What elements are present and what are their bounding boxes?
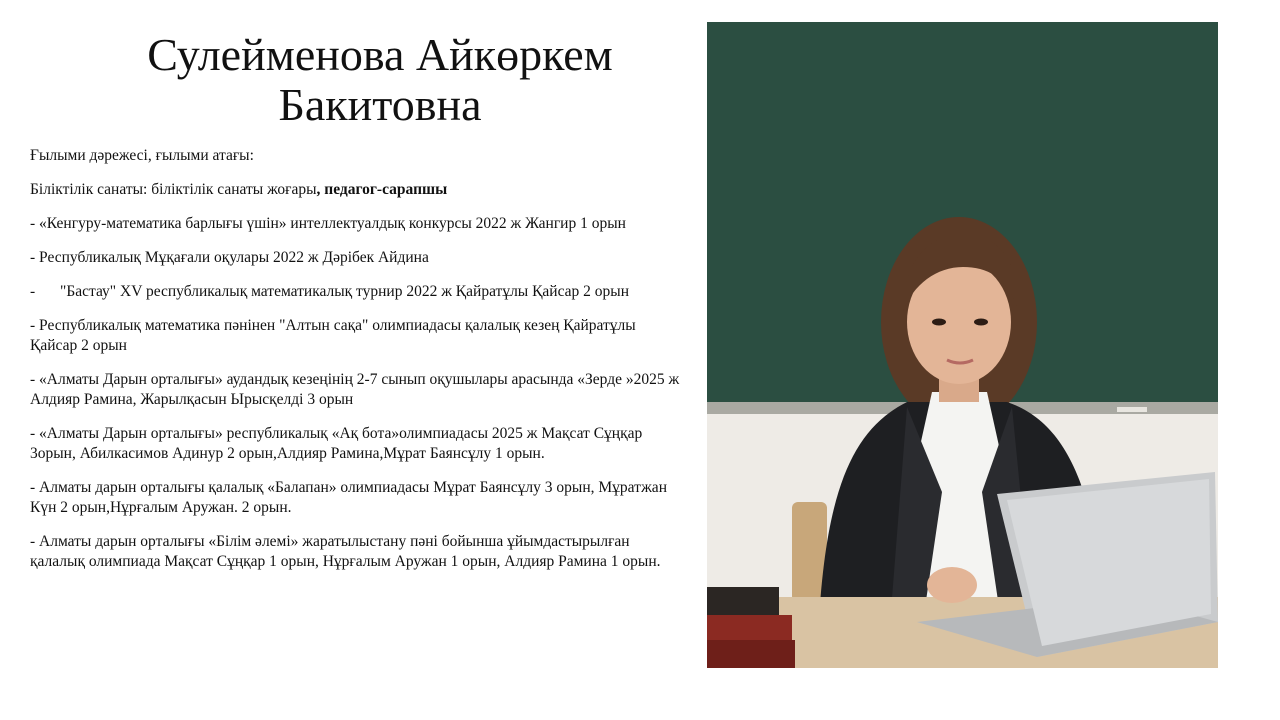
list-item: - "Бастау" XV республикалық математикалық турнир 2022 ж Қайратұлы Қайсар 2 орын: [30, 283, 630, 300]
teacher-portrait-image: [707, 22, 1218, 668]
list-item: - Республикалық Мұқағали оқулары 2022 ж Дәрібек Айдина: [30, 249, 429, 266]
page-title: [60, 30, 700, 130]
list-item: Ғылыми дәрежесі, ғылыми атағы:: [30, 147, 254, 164]
list-item: Біліктілік санаты: біліктілік санаты жоғары, педагог-сарапшы: [30, 181, 448, 198]
title-line-1: Сулейменова Айкөркем: [147, 29, 613, 80]
list-item: - «Кенгуру-математика барлығы үшін» интеллектуалдық конкурсы 2022 ж Жангир 1 орын: [30, 215, 626, 232]
title-line-2: Бакитовна: [278, 79, 482, 130]
bullet-dash: -: [30, 283, 36, 300]
achievements-list: [30, 146, 682, 586]
books: [707, 587, 779, 615]
list-item: - «Алматы Дарын орталығы» республикалық «Ақ бота»олимпиадасы 2025 ж Мақсат Сұңқар 3орын, Абилкасимов Адинур 2 орын,Алдияр Рамина,Мұрат Баянсұлу 1 орын.: [30, 425, 643, 462]
teacher-photo: [707, 22, 1218, 668]
list-item: - Алматы дарын орталығы «Білім әлемі» жаратылыстану пәні бойынша ұйымдастырылған қалалық олимпиада Мақсат Сұңқар 1 орын, Нұрғалым Аружан 1 орын, Алдияр Рамина 1 орын.: [30, 533, 661, 570]
list-item: - Алматы дарын орталығы қалалық «Балапан» олимпиадасы Мұрат Баянсұлу 3 орын, Мұратжан Күн 2 орын,Нұрғалым Аружан. 2 орын.: [30, 479, 667, 516]
category-bold-text: , педагог-сарапшы: [316, 181, 448, 198]
list-item: - Республикалық математика пәнінен "Алтын сақа" олимпиадасы қалалық кезең Қайратұлы Қайсар 2 орын: [30, 317, 636, 354]
list-item: - «Алматы Дарын орталығы» аудандық кезеңінің 2-7 сынып оқушылары арасында «Зерде »2025 ж Алдияр Рамина, Жарылқасын Ырысқелді 3 орын: [30, 371, 680, 408]
